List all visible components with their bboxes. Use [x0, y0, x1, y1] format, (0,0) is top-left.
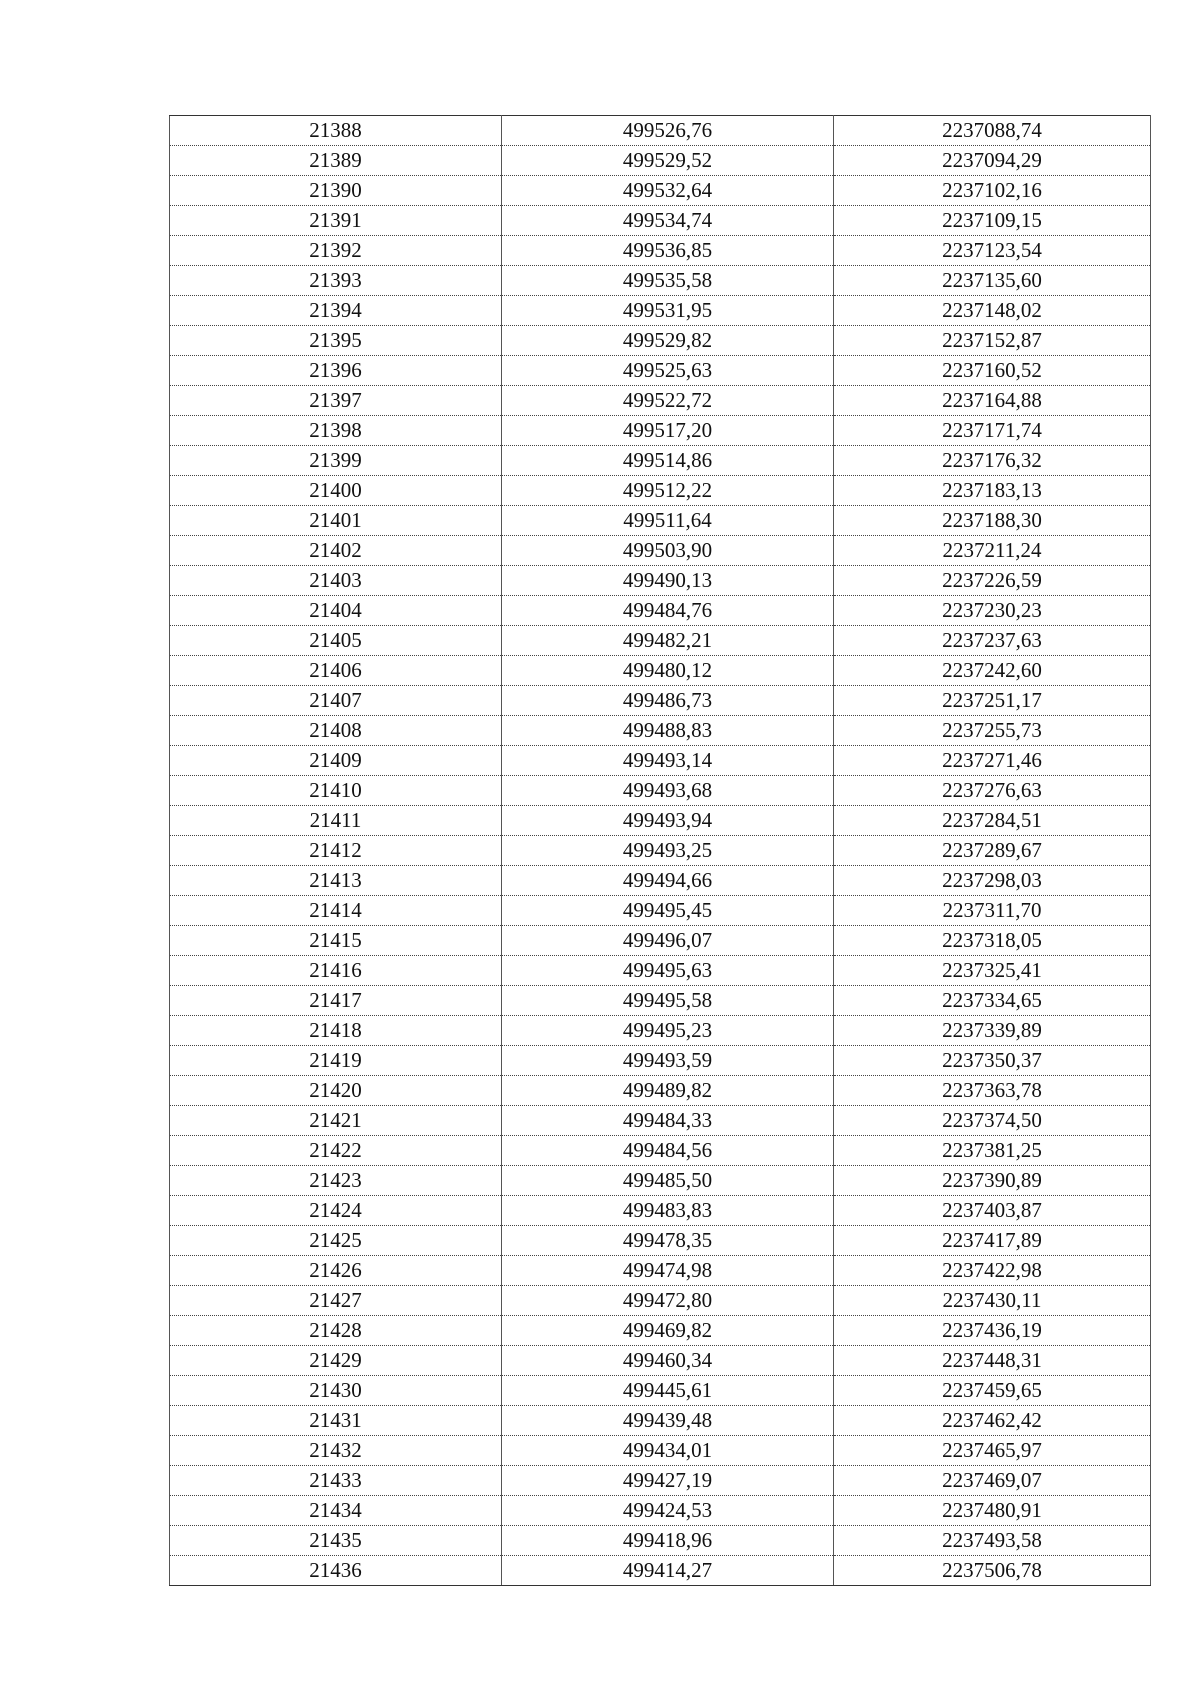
- x-coordinate-cell: 499495,58: [502, 986, 834, 1016]
- table-row: [170, 1196, 1151, 1226]
- point-number-cell: 21410: [170, 776, 502, 806]
- x-coordinate-cell: 499484,76: [502, 596, 834, 626]
- table-row: [170, 1406, 1151, 1436]
- y-coordinate-cell: 2237271,46: [834, 746, 1151, 776]
- point-number-cell: 21414: [170, 896, 502, 926]
- point-number-cell: 21393: [170, 266, 502, 296]
- y-coordinate-cell: 2237506,78: [834, 1556, 1151, 1586]
- point-number-cell: 21434: [170, 1496, 502, 1526]
- y-coordinate-cell: 2237374,50: [834, 1106, 1151, 1136]
- point-number-cell: 21417: [170, 986, 502, 1016]
- x-coordinate-cell: 499424,53: [502, 1496, 834, 1526]
- y-coordinate-cell: 2237459,65: [834, 1376, 1151, 1406]
- y-coordinate-cell: 2237403,87: [834, 1196, 1151, 1226]
- point-number-cell: 21424: [170, 1196, 502, 1226]
- x-coordinate-cell: 499485,50: [502, 1166, 834, 1196]
- y-coordinate-cell: 2237094,29: [834, 146, 1151, 176]
- point-number-cell: 21396: [170, 356, 502, 386]
- y-coordinate-cell: 2237465,97: [834, 1436, 1151, 1466]
- point-number-cell: 21432: [170, 1436, 502, 1466]
- point-number-cell: 21422: [170, 1136, 502, 1166]
- x-coordinate-cell: 499511,64: [502, 506, 834, 536]
- table-row: [170, 1526, 1151, 1556]
- y-coordinate-cell: 2237381,25: [834, 1136, 1151, 1166]
- x-coordinate-cell: 499526,76: [502, 116, 834, 146]
- y-coordinate-cell: 2237436,19: [834, 1316, 1151, 1346]
- y-coordinate-cell: 2237251,17: [834, 686, 1151, 716]
- x-coordinate-cell: 499439,48: [502, 1406, 834, 1436]
- x-coordinate-cell: 499478,35: [502, 1226, 834, 1256]
- x-coordinate-cell: 499522,72: [502, 386, 834, 416]
- y-coordinate-cell: 2237480,91: [834, 1496, 1151, 1526]
- point-number-cell: 21420: [170, 1076, 502, 1106]
- table-row: [170, 866, 1151, 896]
- x-coordinate-cell: 499493,68: [502, 776, 834, 806]
- table-row: [170, 1046, 1151, 1076]
- x-coordinate-cell: 499514,86: [502, 446, 834, 476]
- y-coordinate-cell: 2237430,11: [834, 1286, 1151, 1316]
- table-row: [170, 1016, 1151, 1046]
- point-number-cell: 21400: [170, 476, 502, 506]
- point-number-cell: 21421: [170, 1106, 502, 1136]
- x-coordinate-cell: 499532,64: [502, 176, 834, 206]
- point-number-cell: 21404: [170, 596, 502, 626]
- y-coordinate-cell: 2237363,78: [834, 1076, 1151, 1106]
- y-coordinate-cell: 2237334,65: [834, 986, 1151, 1016]
- table-row: [170, 836, 1151, 866]
- x-coordinate-cell: 499503,90: [502, 536, 834, 566]
- point-number-cell: 21430: [170, 1376, 502, 1406]
- table-row: [170, 926, 1151, 956]
- x-coordinate-cell: 499484,56: [502, 1136, 834, 1166]
- table-row: [170, 1316, 1151, 1346]
- table-row: [170, 806, 1151, 836]
- table-row: [170, 386, 1151, 416]
- x-coordinate-cell: 499529,52: [502, 146, 834, 176]
- x-coordinate-cell: 499469,82: [502, 1316, 834, 1346]
- x-coordinate-cell: 499495,45: [502, 896, 834, 926]
- y-coordinate-cell: 2237493,58: [834, 1526, 1151, 1556]
- x-coordinate-cell: 499525,63: [502, 356, 834, 386]
- y-coordinate-cell: 2237176,32: [834, 446, 1151, 476]
- table-row: [170, 116, 1151, 146]
- x-coordinate-cell: 499535,58: [502, 266, 834, 296]
- table-row: [170, 716, 1151, 746]
- x-coordinate-cell: 499493,59: [502, 1046, 834, 1076]
- point-number-cell: 21426: [170, 1256, 502, 1286]
- table-row: [170, 1556, 1151, 1586]
- coordinates-table: [169, 115, 1151, 1586]
- point-number-cell: 21416: [170, 956, 502, 986]
- y-coordinate-cell: 2237311,70: [834, 896, 1151, 926]
- point-number-cell: 21406: [170, 656, 502, 686]
- x-coordinate-cell: 499517,20: [502, 416, 834, 446]
- x-coordinate-cell: 499495,63: [502, 956, 834, 986]
- y-coordinate-cell: 2237318,05: [834, 926, 1151, 956]
- x-coordinate-cell: 499529,82: [502, 326, 834, 356]
- point-number-cell: 21391: [170, 206, 502, 236]
- x-coordinate-cell: 499489,82: [502, 1076, 834, 1106]
- x-coordinate-cell: 499483,83: [502, 1196, 834, 1226]
- y-coordinate-cell: 2237109,15: [834, 206, 1151, 236]
- y-coordinate-cell: 2237102,16: [834, 176, 1151, 206]
- y-coordinate-cell: 2237226,59: [834, 566, 1151, 596]
- table-row: [170, 236, 1151, 266]
- table-row: [170, 1166, 1151, 1196]
- point-number-cell: 21398: [170, 416, 502, 446]
- table-row: [170, 506, 1151, 536]
- point-number-cell: 21408: [170, 716, 502, 746]
- x-coordinate-cell: 499480,12: [502, 656, 834, 686]
- y-coordinate-cell: 2237171,74: [834, 416, 1151, 446]
- x-coordinate-cell: 499494,66: [502, 866, 834, 896]
- table-row: [170, 746, 1151, 776]
- x-coordinate-cell: 499512,22: [502, 476, 834, 506]
- x-coordinate-cell: 499418,96: [502, 1526, 834, 1556]
- x-coordinate-cell: 499414,27: [502, 1556, 834, 1586]
- point-number-cell: 21388: [170, 116, 502, 146]
- y-coordinate-cell: 2237123,54: [834, 236, 1151, 266]
- table-row: [170, 656, 1151, 686]
- point-number-cell: 21395: [170, 326, 502, 356]
- y-coordinate-cell: 2237135,60: [834, 266, 1151, 296]
- table-row: [170, 1136, 1151, 1166]
- table-row: [170, 146, 1151, 176]
- y-coordinate-cell: 2237242,60: [834, 656, 1151, 686]
- point-number-cell: 21427: [170, 1286, 502, 1316]
- table-row: [170, 356, 1151, 386]
- x-coordinate-cell: 499495,23: [502, 1016, 834, 1046]
- point-number-cell: 21418: [170, 1016, 502, 1046]
- table-row: [170, 476, 1151, 506]
- point-number-cell: 21413: [170, 866, 502, 896]
- x-coordinate-cell: 499484,33: [502, 1106, 834, 1136]
- y-coordinate-cell: 2237390,89: [834, 1166, 1151, 1196]
- x-coordinate-cell: 499534,74: [502, 206, 834, 236]
- table-row: [170, 1496, 1151, 1526]
- point-number-cell: 21390: [170, 176, 502, 206]
- point-number-cell: 21397: [170, 386, 502, 416]
- point-number-cell: 21436: [170, 1556, 502, 1586]
- coordinates-table-body: [170, 116, 1151, 1586]
- table-row: [170, 296, 1151, 326]
- table-row: [170, 626, 1151, 656]
- table-row: [170, 956, 1151, 986]
- table-row: [170, 416, 1151, 446]
- x-coordinate-cell: 499460,34: [502, 1346, 834, 1376]
- y-coordinate-cell: 2237211,24: [834, 536, 1151, 566]
- y-coordinate-cell: 2237448,31: [834, 1346, 1151, 1376]
- y-coordinate-cell: 2237462,42: [834, 1406, 1151, 1436]
- point-number-cell: 21411: [170, 806, 502, 836]
- table-row: [170, 446, 1151, 476]
- y-coordinate-cell: 2237188,30: [834, 506, 1151, 536]
- point-number-cell: 21407: [170, 686, 502, 716]
- x-coordinate-cell: 499434,01: [502, 1436, 834, 1466]
- x-coordinate-cell: 499493,14: [502, 746, 834, 776]
- table-row: [170, 1256, 1151, 1286]
- point-number-cell: 21431: [170, 1406, 502, 1436]
- x-coordinate-cell: 499472,80: [502, 1286, 834, 1316]
- point-number-cell: 21429: [170, 1346, 502, 1376]
- table-row: [170, 326, 1151, 356]
- x-coordinate-cell: 499490,13: [502, 566, 834, 596]
- table-row: [170, 1376, 1151, 1406]
- x-coordinate-cell: 499536,85: [502, 236, 834, 266]
- x-coordinate-cell: 499486,73: [502, 686, 834, 716]
- x-coordinate-cell: 499482,21: [502, 626, 834, 656]
- table-row: [170, 776, 1151, 806]
- point-number-cell: 21419: [170, 1046, 502, 1076]
- y-coordinate-cell: 2237284,51: [834, 806, 1151, 836]
- y-coordinate-cell: 2237237,63: [834, 626, 1151, 656]
- point-number-cell: 21415: [170, 926, 502, 956]
- y-coordinate-cell: 2237276,63: [834, 776, 1151, 806]
- table-row: [170, 266, 1151, 296]
- y-coordinate-cell: 2237255,73: [834, 716, 1151, 746]
- point-number-cell: 21428: [170, 1316, 502, 1346]
- table-row: [170, 536, 1151, 566]
- x-coordinate-cell: 499531,95: [502, 296, 834, 326]
- table-row: [170, 896, 1151, 926]
- table-row: [170, 1076, 1151, 1106]
- point-number-cell: 21401: [170, 506, 502, 536]
- table-row: [170, 1226, 1151, 1256]
- point-number-cell: 21412: [170, 836, 502, 866]
- y-coordinate-cell: 2237350,37: [834, 1046, 1151, 1076]
- table-row: [170, 1436, 1151, 1466]
- y-coordinate-cell: 2237298,03: [834, 866, 1151, 896]
- y-coordinate-cell: 2237160,52: [834, 356, 1151, 386]
- x-coordinate-cell: 499488,83: [502, 716, 834, 746]
- x-coordinate-cell: 499427,19: [502, 1466, 834, 1496]
- table-row: [170, 686, 1151, 716]
- y-coordinate-cell: 2237469,07: [834, 1466, 1151, 1496]
- y-coordinate-cell: 2237230,23: [834, 596, 1151, 626]
- y-coordinate-cell: 2237164,88: [834, 386, 1151, 416]
- point-number-cell: 21399: [170, 446, 502, 476]
- x-coordinate-cell: 499493,94: [502, 806, 834, 836]
- x-coordinate-cell: 499445,61: [502, 1376, 834, 1406]
- x-coordinate-cell: 499496,07: [502, 926, 834, 956]
- point-number-cell: 21392: [170, 236, 502, 266]
- table-row: [170, 1106, 1151, 1136]
- table-row: [170, 176, 1151, 206]
- y-coordinate-cell: 2237088,74: [834, 116, 1151, 146]
- point-number-cell: 21435: [170, 1526, 502, 1556]
- table-row: [170, 566, 1151, 596]
- y-coordinate-cell: 2237417,89: [834, 1226, 1151, 1256]
- point-number-cell: 21425: [170, 1226, 502, 1256]
- point-number-cell: 21389: [170, 146, 502, 176]
- point-number-cell: 21403: [170, 566, 502, 596]
- table-row: [170, 596, 1151, 626]
- point-number-cell: 21433: [170, 1466, 502, 1496]
- y-coordinate-cell: 2237325,41: [834, 956, 1151, 986]
- table-row: [170, 1286, 1151, 1316]
- point-number-cell: 21402: [170, 536, 502, 566]
- table-row: [170, 1466, 1151, 1496]
- x-coordinate-cell: 499474,98: [502, 1256, 834, 1286]
- table-row: [170, 986, 1151, 1016]
- table-row: [170, 206, 1151, 236]
- y-coordinate-cell: 2237422,98: [834, 1256, 1151, 1286]
- y-coordinate-cell: 2237289,67: [834, 836, 1151, 866]
- x-coordinate-cell: 499493,25: [502, 836, 834, 866]
- table-row: [170, 1346, 1151, 1376]
- y-coordinate-cell: 2237152,87: [834, 326, 1151, 356]
- point-number-cell: 21394: [170, 296, 502, 326]
- point-number-cell: 21405: [170, 626, 502, 656]
- y-coordinate-cell: 2237183,13: [834, 476, 1151, 506]
- point-number-cell: 21423: [170, 1166, 502, 1196]
- y-coordinate-cell: 2237339,89: [834, 1016, 1151, 1046]
- y-coordinate-cell: 2237148,02: [834, 296, 1151, 326]
- point-number-cell: 21409: [170, 746, 502, 776]
